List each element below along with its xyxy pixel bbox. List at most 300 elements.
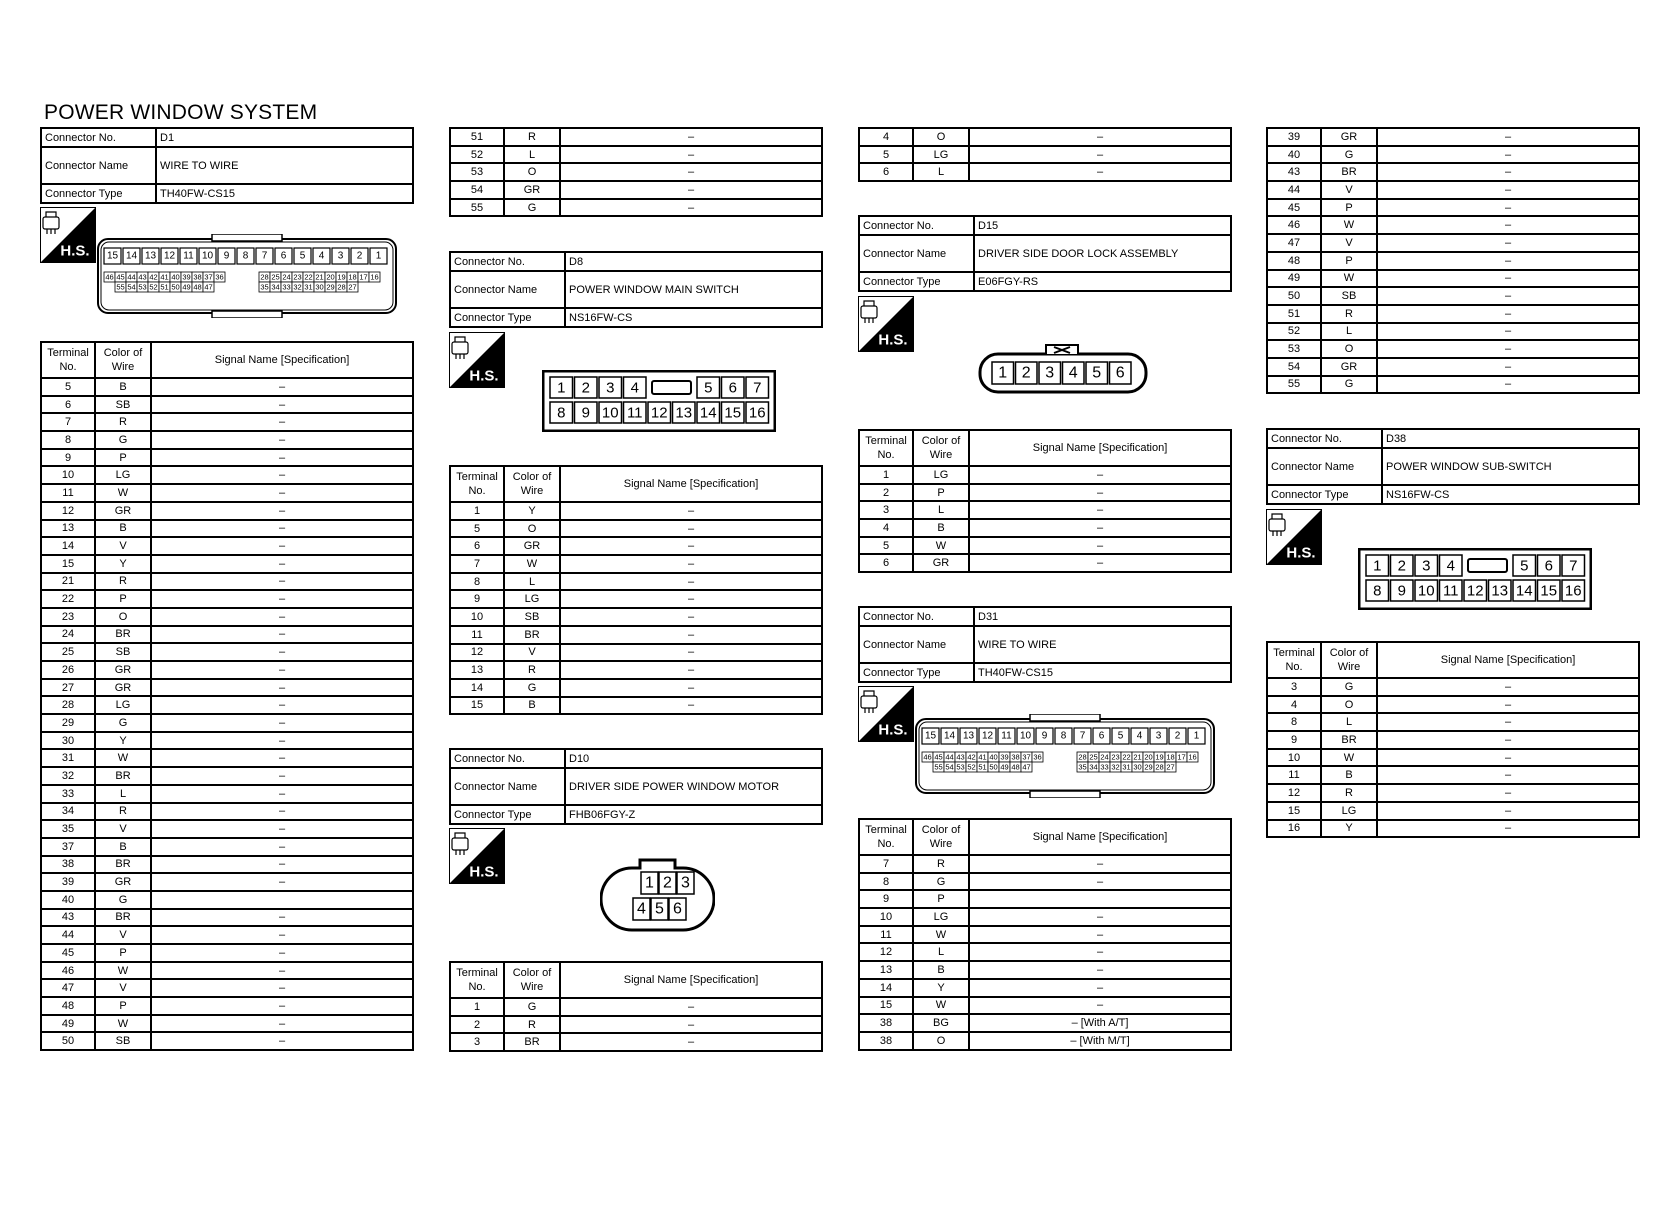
- signal-name-cell: –: [560, 1033, 822, 1051]
- pin-label: 51: [160, 282, 169, 292]
- wire-color-cell: L: [913, 501, 969, 519]
- terminal-no-cell: 29: [41, 714, 95, 732]
- signal-name-cell: –: [969, 908, 1231, 926]
- pin-label: 48: [1011, 762, 1020, 772]
- table-row: [1267, 216, 1639, 234]
- signal-name-cell: –: [151, 767, 413, 785]
- table-row: [1267, 696, 1639, 714]
- table-row: [1267, 731, 1639, 749]
- pin-label: 10: [1019, 730, 1032, 742]
- wire-color-cell: R: [504, 128, 560, 146]
- terminal-no-cell: 3: [859, 501, 913, 519]
- wire-color-cell: LG: [95, 466, 151, 484]
- pin-label: 16: [370, 272, 379, 282]
- signal-name-cell: –: [1377, 713, 1639, 731]
- signal-name-cell: –: [151, 962, 413, 980]
- terminal-no-cell: 6: [41, 396, 95, 414]
- signal-name-cell: –: [1377, 270, 1639, 288]
- table-header: [41, 342, 413, 378]
- connector-face-d8: [542, 370, 776, 437]
- pin-label: 35: [1078, 762, 1087, 772]
- pin-label: 1: [375, 250, 382, 262]
- signal-name-cell: –: [560, 555, 822, 573]
- pin-label: 9: [1397, 582, 1406, 600]
- terminal-no-cell: 5: [450, 520, 504, 538]
- pin-label: 2: [1397, 557, 1406, 575]
- pin-label: 10: [1417, 582, 1435, 600]
- signal-name-cell: –: [1377, 305, 1639, 323]
- signal-name-header: Signal Name [Specification]: [560, 962, 822, 998]
- pin-label: 39: [1000, 752, 1009, 762]
- table-row: [1267, 270, 1639, 288]
- table-row: [1267, 163, 1639, 181]
- pin-label: 48: [193, 282, 202, 292]
- signal-name-cell: –: [560, 163, 822, 181]
- wire-color-cell: L: [1321, 713, 1377, 731]
- pin-label: 10: [601, 404, 619, 422]
- connector-outline: [915, 714, 1215, 798]
- pin-label: 53: [138, 282, 147, 292]
- pin-label: 15: [924, 730, 937, 742]
- terminal-no-cell: 5: [859, 537, 913, 555]
- wire-color-cell: B: [913, 519, 969, 537]
- table-row: [41, 749, 413, 767]
- table-row: [1267, 146, 1639, 164]
- terminal-no-cell: 26: [41, 661, 95, 679]
- connector-name-label: Connector Name: [859, 235, 974, 272]
- pin-label: 14: [699, 404, 717, 422]
- wire-color-cell: V: [95, 926, 151, 944]
- terminal-no-cell: 1: [859, 466, 913, 484]
- wire-color-cell: O: [913, 128, 969, 146]
- harness-side-icon: [40, 207, 96, 263]
- signal-name-cell: –: [560, 573, 822, 591]
- wire-color-cell: R: [95, 413, 151, 431]
- connector-type-value: TH40FW-CS15: [156, 184, 413, 203]
- terminal-no-cell: 16: [1267, 820, 1321, 838]
- table-row: [41, 396, 413, 414]
- terminal-no-cell: 7: [41, 413, 95, 431]
- table-row: [859, 466, 1231, 484]
- signal-name-cell: –: [151, 803, 413, 821]
- signal-name-cell: –: [151, 856, 413, 874]
- pin-label: 33: [282, 282, 291, 292]
- terminal-no-cell: 9: [450, 590, 504, 608]
- wire-color-cell: O: [504, 163, 560, 181]
- wire-color-cell: GR: [95, 661, 151, 679]
- signal-name-cell: –: [151, 608, 413, 626]
- connector-name-label: Connector Name: [859, 626, 974, 663]
- signal-name-cell: –: [969, 519, 1231, 537]
- table-row: [859, 128, 1231, 146]
- table-row: [41, 997, 413, 1015]
- terminal-table: [40, 341, 414, 1051]
- table-row: [1267, 784, 1639, 802]
- wire-color-cell: R: [1321, 784, 1377, 802]
- pin-label: 32: [1111, 762, 1120, 772]
- terminal-table: [449, 961, 823, 1052]
- pin-label: 6: [673, 900, 682, 918]
- connector-latch: [1468, 559, 1507, 572]
- table-row: [41, 732, 413, 750]
- wire-color-cell: G: [95, 891, 151, 909]
- wire-color-cell: LG: [95, 696, 151, 714]
- terminal-no-cell: 6: [859, 163, 913, 181]
- terminal-no-cell: 51: [1267, 305, 1321, 323]
- pin-label: 41: [160, 272, 169, 282]
- table-row: [41, 555, 413, 573]
- pin-label: 19: [1155, 752, 1164, 762]
- wire-color-cell: L: [95, 785, 151, 803]
- table-row: [1267, 128, 1639, 146]
- connector-type-label: Connector Type: [1267, 485, 1382, 504]
- pin-label: 13: [1491, 582, 1509, 600]
- table-row: [41, 431, 413, 449]
- table-row: [859, 484, 1231, 502]
- connector-no-value: D10: [565, 749, 822, 768]
- wire-color-cell: G: [95, 714, 151, 732]
- connector-name-value: WIRE TO WIRE: [974, 626, 1231, 663]
- table-row: [859, 908, 1231, 926]
- terminal-no-cell: 44: [1267, 181, 1321, 199]
- table-header: [450, 962, 822, 998]
- color-of-wire-header: Color of Wire: [913, 430, 969, 466]
- connector-type-value: TH40FW-CS15: [974, 663, 1231, 682]
- hs-label: H.S.: [878, 331, 908, 349]
- connector-d31: [858, 606, 1232, 683]
- table-row: [1267, 340, 1639, 358]
- terminal-no-cell: 12: [450, 644, 504, 662]
- terminal-no-cell: 48: [1267, 252, 1321, 270]
- wire-color-cell: P: [1321, 199, 1377, 217]
- pin-label: 28: [260, 272, 269, 282]
- pin-label: 8: [1373, 582, 1382, 600]
- connector-latch: [652, 381, 691, 394]
- wire-color-cell: BR: [504, 626, 560, 644]
- signal-name-cell: –: [1377, 163, 1639, 181]
- table-row: [450, 181, 822, 199]
- terminal-no-cell: 3: [450, 1033, 504, 1051]
- pin-label: 6: [280, 250, 287, 262]
- pin-label: 31: [304, 282, 313, 292]
- pin-label: 4: [1446, 557, 1455, 575]
- wire-color-cell: G: [913, 873, 969, 891]
- connector-outline: [542, 370, 776, 432]
- connector-name-value: WIRE TO WIRE: [156, 147, 413, 184]
- terminal-no-header: Terminal No.: [859, 430, 913, 466]
- signal-name-cell: –: [151, 555, 413, 573]
- terminal-no-cell: 40: [41, 891, 95, 909]
- table-row: [450, 555, 822, 573]
- table-row: [450, 626, 822, 644]
- page-title: POWER WINDOW SYSTEM: [44, 101, 318, 124]
- wire-color-cell: G: [95, 431, 151, 449]
- table-row: [41, 873, 413, 891]
- signal-name-cell: –: [969, 855, 1231, 873]
- terminal-no-cell: 8: [450, 573, 504, 591]
- terminal-table: [858, 818, 1232, 1051]
- table-row: [41, 714, 413, 732]
- pin-label: 6: [1098, 730, 1105, 742]
- signal-name-cell: –: [560, 537, 822, 555]
- wire-color-cell: LG: [913, 146, 969, 164]
- pin-label: 3: [1422, 557, 1431, 575]
- terminal-no-cell: 4: [1267, 696, 1321, 714]
- connector-face-d15: [978, 340, 1148, 399]
- terminal-table-d8: [449, 465, 823, 715]
- pin-label: 2: [356, 250, 363, 262]
- connector-type-value: NS16FW-CS: [565, 308, 822, 327]
- wire-color-cell: BR: [1321, 163, 1377, 181]
- table-row: [41, 785, 413, 803]
- wire-color-cell: SB: [1321, 287, 1377, 305]
- signal-name-cell: –: [151, 820, 413, 838]
- pin-label: 45: [116, 272, 125, 282]
- pin-label: 21: [315, 272, 324, 282]
- table-row: [450, 537, 822, 555]
- pin-label: 14: [1515, 582, 1533, 600]
- pin-label: 11: [1001, 730, 1012, 742]
- pin-label: 9: [223, 250, 230, 262]
- terminal-no-cell: 48: [41, 997, 95, 1015]
- connector-outline: [1358, 548, 1592, 610]
- wire-color-cell: BR: [95, 626, 151, 644]
- terminal-no-cell: 15: [1267, 802, 1321, 820]
- table-row: [450, 199, 822, 217]
- wire-color-cell: P: [913, 890, 969, 908]
- signal-name-cell: –: [151, 696, 413, 714]
- pin-label: 8: [557, 404, 566, 422]
- signal-name-cell: –: [969, 943, 1231, 961]
- pin-label: 18: [1166, 752, 1175, 762]
- wire-color-cell: V: [95, 537, 151, 555]
- wire-color-cell: GR: [504, 537, 560, 555]
- table-row: [450, 520, 822, 538]
- pin-label: 55: [934, 762, 943, 772]
- wire-color-cell: V: [504, 644, 560, 662]
- pin-label: 6: [1115, 364, 1125, 382]
- wire-color-cell: BR: [95, 767, 151, 785]
- signal-name-cell: –: [560, 502, 822, 520]
- signal-name-cell: –: [560, 626, 822, 644]
- pin-label: 33: [1100, 762, 1109, 772]
- pin-label: 17: [359, 272, 368, 282]
- table-row: [41, 626, 413, 644]
- pin-label: 32: [293, 282, 302, 292]
- wire-color-cell: R: [504, 661, 560, 679]
- signal-name-cell: –: [151, 714, 413, 732]
- harness-side-graphic: [858, 686, 914, 742]
- wire-color-cell: G: [504, 199, 560, 217]
- pin-label: 6: [1544, 557, 1553, 575]
- wire-color-cell: L: [504, 573, 560, 591]
- signal-name-cell: –: [560, 697, 822, 715]
- terminal-no-cell: 35: [41, 820, 95, 838]
- color-of-wire-header: Color of Wire: [95, 342, 151, 378]
- terminal-no-cell: 4: [859, 519, 913, 537]
- wire-color-cell: R: [504, 1016, 560, 1034]
- signal-name-cell: –: [1377, 216, 1639, 234]
- terminal-no-cell: 32: [41, 767, 95, 785]
- table-row: [450, 644, 822, 662]
- wire-color-cell: G: [1321, 146, 1377, 164]
- terminal-no-cell: 40: [1267, 146, 1321, 164]
- table-row: [1267, 358, 1639, 376]
- connector-no-value: D8: [565, 252, 822, 271]
- wire-color-cell: LG: [913, 466, 969, 484]
- wire-color-cell: B: [95, 378, 151, 396]
- table-row: [41, 520, 413, 538]
- connector-name-label: Connector Name: [41, 147, 156, 184]
- connector-no-label: Connector No.: [41, 128, 156, 147]
- wire-color-cell: GR: [95, 502, 151, 520]
- signal-name-cell: –: [151, 679, 413, 697]
- pin-label: 15: [106, 250, 119, 262]
- terminal-no-cell: 52: [450, 146, 504, 164]
- wire-color-cell: R: [1321, 305, 1377, 323]
- signal-name-cell: –: [151, 926, 413, 944]
- terminal-no-cell: 12: [41, 502, 95, 520]
- table-row: [41, 466, 413, 484]
- wire-color-cell: W: [913, 926, 969, 944]
- wire-color-cell: O: [1321, 340, 1377, 358]
- wire-color-cell: B: [95, 520, 151, 538]
- terminal-no-header: Terminal No.: [859, 819, 913, 855]
- table-row: [1267, 252, 1639, 270]
- pin-label: 15: [724, 404, 742, 422]
- pin-label: 2: [663, 874, 672, 892]
- wire-color-cell: P: [95, 590, 151, 608]
- pin-label: 24: [282, 272, 291, 282]
- table-row: [1267, 820, 1639, 838]
- pin-label: 28: [1078, 752, 1087, 762]
- table-row: [859, 890, 1231, 908]
- wire-color-cell: GR: [504, 181, 560, 199]
- pin-label: 29: [326, 282, 335, 292]
- terminal-no-cell: 2: [450, 1016, 504, 1034]
- terminal-no-cell: 15: [859, 997, 913, 1015]
- terminal-no-cell: 13: [450, 661, 504, 679]
- wire-color-cell: W: [95, 484, 151, 502]
- pin-label: 47: [1022, 762, 1031, 772]
- signal-name-cell: –: [1377, 376, 1639, 394]
- wire-color-cell: G: [1321, 376, 1377, 394]
- table-row: [450, 163, 822, 181]
- pin-label: 24: [1100, 752, 1109, 762]
- table-row: [1267, 802, 1639, 820]
- table-row: [450, 128, 822, 146]
- pin-label: 4: [1068, 364, 1078, 382]
- terminal-no-cell: 11: [1267, 766, 1321, 784]
- signal-name-cell: –: [151, 979, 413, 997]
- pin-label: 52: [149, 282, 158, 292]
- pin-label: 5: [1092, 364, 1102, 382]
- pin-label: 16: [1188, 752, 1197, 762]
- terminal-no-cell: 13: [859, 961, 913, 979]
- table-row: [1267, 678, 1639, 696]
- signal-name-cell: –: [969, 961, 1231, 979]
- wire-color-cell: B: [504, 697, 560, 715]
- wire-color-cell: R: [913, 855, 969, 873]
- wire-color-cell: R: [95, 803, 151, 821]
- terminal-no-cell: 12: [1267, 784, 1321, 802]
- harness-side-icon: [449, 828, 505, 884]
- connector-type-label: Connector Type: [41, 184, 156, 203]
- signal-name-cell: –: [560, 1016, 822, 1034]
- pin-label: 36: [1033, 752, 1042, 762]
- table-row: [859, 979, 1231, 997]
- terminal-no-cell: 53: [450, 163, 504, 181]
- hs-label: H.S.: [469, 367, 499, 385]
- connector-no-value: D1: [156, 128, 413, 147]
- pin-label: 25: [271, 272, 280, 282]
- wire-color-cell: Y: [95, 732, 151, 750]
- signal-name-cell: –: [560, 181, 822, 199]
- wire-color-cell: P: [1321, 252, 1377, 270]
- signal-name-cell: –: [969, 979, 1231, 997]
- wire-color-cell: O: [913, 1032, 969, 1050]
- terminal-no-cell: 55: [1267, 376, 1321, 394]
- wire-color-cell: L: [913, 943, 969, 961]
- terminal-no-cell: 7: [450, 555, 504, 573]
- table-row: [41, 608, 413, 626]
- signal-name-cell: –: [560, 128, 822, 146]
- terminal-no-cell: 38: [859, 1032, 913, 1050]
- signal-name-cell: –: [151, 502, 413, 520]
- wire-color-cell: BR: [95, 909, 151, 927]
- signal-name-cell: –: [969, 873, 1231, 891]
- signal-name-cell: –: [560, 146, 822, 164]
- table-row: [41, 979, 413, 997]
- terminal-no-cell: 47: [1267, 234, 1321, 252]
- signal-name-cell: –: [560, 590, 822, 608]
- pin-label: 9: [1041, 730, 1048, 742]
- table-row: [450, 679, 822, 697]
- pin-label: 30: [315, 282, 324, 292]
- pin-label: 5: [704, 379, 713, 397]
- terminal-no-cell: 28: [41, 696, 95, 714]
- terminal-no-cell: 14: [859, 979, 913, 997]
- wire-color-cell: V: [1321, 234, 1377, 252]
- connector-name-value: DRIVER SIDE DOOR LOCK ASSEMBLY: [974, 235, 1231, 272]
- pin-label: 49: [1000, 762, 1009, 772]
- table-row: [1267, 234, 1639, 252]
- wire-color-cell: P: [95, 997, 151, 1015]
- pin-label: 10: [201, 250, 214, 262]
- wire-color-cell: Y: [95, 555, 151, 573]
- pin-label: 14: [125, 250, 138, 262]
- pin-label: 16: [748, 404, 766, 422]
- table-row: [41, 590, 413, 608]
- hs-label: H.S.: [60, 242, 90, 260]
- terminal-no-cell: 24: [41, 626, 95, 644]
- table-row: [41, 891, 413, 909]
- signal-name-header: Signal Name [Specification]: [969, 819, 1231, 855]
- terminal-no-cell: 55: [450, 199, 504, 217]
- connector-type-value: NS16FW-CS: [1382, 485, 1639, 504]
- table-row: [41, 1032, 413, 1050]
- terminal-no-cell: 54: [450, 181, 504, 199]
- signal-name-cell: –: [969, 128, 1231, 146]
- pin-label: 27: [1166, 762, 1175, 772]
- wire-color-cell: O: [1321, 696, 1377, 714]
- connector-face-d10: [600, 858, 715, 938]
- wire-color-cell: GR: [1321, 128, 1377, 146]
- pin-label: 45: [934, 752, 943, 762]
- terminal-no-cell: 49: [1267, 270, 1321, 288]
- pin-label: 20: [1144, 752, 1153, 762]
- wire-color-cell: BR: [95, 856, 151, 874]
